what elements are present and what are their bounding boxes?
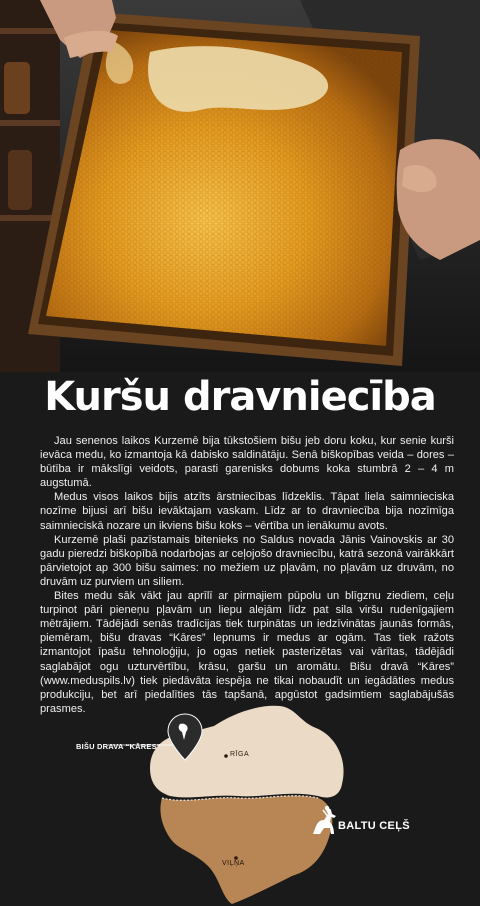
marker-label: BIŠU DRAVA “KĀRES” (76, 742, 161, 751)
paragraph: Medus visos laikos bijis atzīts ārstniecības līdzeklis. Tāpat liela saimnieciska nozīme bijusi arī bišu ievāktajam vaskam. Līdz ar to dravniecība bija nozīmīga saimnieciskā nozare un ikviens bišu koks – vērtība un ienākumu avots. (40, 491, 454, 532)
baltu-cels-logo (310, 804, 420, 840)
map-south-region (160, 796, 332, 904)
page-title: Kuršu dravniecība (44, 374, 436, 420)
region-map (0, 700, 480, 906)
logo-text: BALTU CEĻŠ (338, 820, 410, 832)
horse-rider-icon (310, 804, 340, 838)
city-label-riga: RĪGA (230, 751, 250, 758)
paragraph: Jau senenos laikos Kurzemē bija tūkstošiem bišu jeb doru koku, kur senie kurši ievāca medu, ko izmantoja kā dabisko saldinātāju. Senā biškopības veida – dores – būtība ir mākslīgi veidots, parasti garenisks dobums koka stumbrā 2 – 4 m augstumā. (40, 435, 454, 490)
article-body (40, 434, 454, 716)
map-illustration (0, 700, 480, 906)
city-label-vilnius: VIĻŅA (222, 860, 245, 867)
honeycomb-illustration (0, 0, 480, 372)
honeycomb-photo (0, 0, 480, 372)
paragraph: Bites medu sāk vākt jau aprīlī ar pirmajiem pūpolu un blīgznu ziediem, ceļu turpinot pāri pieneņu pļavām un liepu alejām līdz pat sila viršu rudenīgajiem mētrājiem. Tādējādi senās tradīcijas tiek turpinātas un iedzīvinātas jaunās formās, piemēram, bišu dravas “Kāres” lepnums ir medus ar ogām. Tas tiek ražots izmantojot īpašu tehnoloģiju, jo ogas netiek pasterizētas vai vārītas, tādējādi saglabājot ogu uzturvērtību, krāsu, garšu un aromātu. Bišu dravā “Kāres” (www.meduspils.lv) tiek piedāvāta iespēja ne tikai nobaudīt un iegādāties medus produkciju, bet arī piedalīties tās tapšanā, apgūstot gadsimtiem saglabājušās prasmes. (40, 590, 454, 715)
paragraph: Kurzemē plaši pazīstamais bitenieks no Saldus novada Jānis Vainovskis ar 30 gadu pieredzi biškopībā nodarbojas ar ceļojošo dravniecību, katrā sezonā vairākkārt pārvietojot ap 300 bišu saimes: no mežiem uz pļavām, no pļavām uz druvām, no druvām uz purviem un siliem. (40, 533, 454, 588)
